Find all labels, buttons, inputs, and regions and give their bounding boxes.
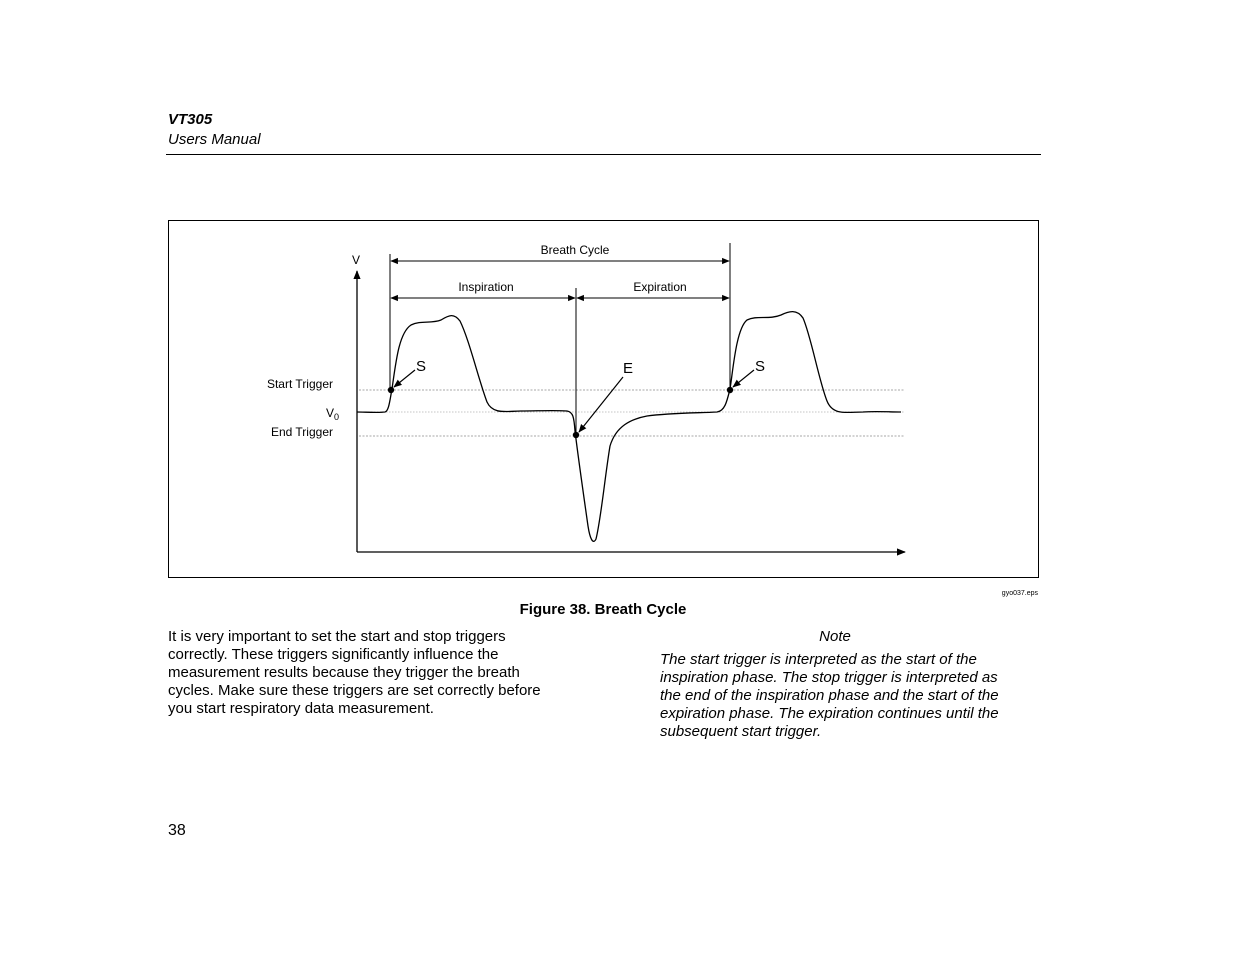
expiration-label: Expiration: [633, 280, 687, 294]
start-trigger-label: Start Trigger: [266, 377, 333, 391]
callout-s1-arrow: [394, 370, 415, 387]
v0-label: $V_0$: [325, 406, 339, 422]
header-rule: [166, 154, 1041, 155]
doc-subtitle: Users Manual: [168, 131, 261, 148]
start-point-2: [727, 387, 733, 393]
label-s2: S: [755, 358, 766, 375]
inspiration-label: Inspiration: [458, 280, 514, 294]
figure-breath-cycle: [168, 220, 1039, 578]
callout-s2-arrow: [733, 370, 754, 387]
breath-cycle-diagram: [169, 221, 1038, 577]
figure-caption: Figure 38. Breath Cycle: [519, 601, 687, 618]
label-s1: S: [416, 358, 427, 375]
start-point-1: [388, 387, 394, 393]
doc-title: VT305: [168, 111, 213, 128]
end-point: [573, 432, 579, 438]
callout-e-arrow: [579, 377, 623, 432]
end-trigger-label: End Trigger: [270, 425, 333, 439]
flow-waveform: [357, 312, 901, 542]
note-heading: Note: [819, 628, 851, 645]
body-paragraph: It is very important to set the start and stop triggers correctly. These triggers significantly influence the measurement results because they trigger the breath cycles. Make sure these triggers are set correctly before you start respiratory data measurement.: [168, 628, 541, 717]
note-text: The start trigger is interpreted as the start of the inspiration phase. The stop trigger is interpreted as the end of the inspiration phase and the start of the expiration phase. The expiration continues until the subsequent start trigger.: [660, 651, 999, 740]
breath-cycle-label: Breath Cycle: [540, 243, 610, 257]
label-e: E: [623, 360, 634, 377]
figure-file-tag: gyo037.eps: [1001, 590, 1038, 597]
y-axis-label: V: [352, 253, 361, 267]
page-number: 38: [168, 822, 186, 839]
